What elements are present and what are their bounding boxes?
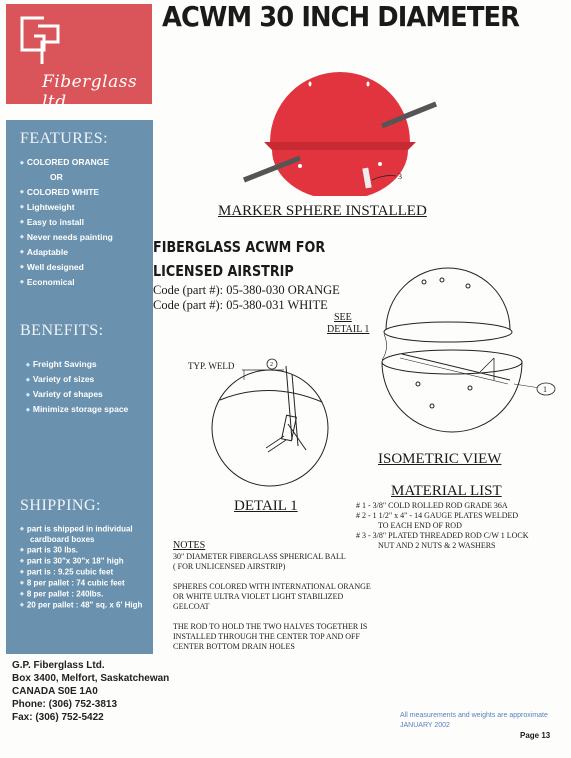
note-line: THE ROD TO HOLD THE TWO HALVES TOGETHER IS — [173, 622, 368, 631]
benefit-item: ◆ Variety of shapes — [26, 387, 128, 402]
shipping-item: ◆ part is 30 lbs. — [20, 545, 142, 556]
sidebar — [6, 120, 153, 654]
contact-block — [12, 659, 169, 724]
sphere-bottom — [272, 150, 408, 196]
shipping-item: ◆ part is : 9.25 cubic feet — [20, 567, 142, 578]
address-line: CANADA S0E 1A0 — [12, 686, 98, 697]
material-item: # 2 - 1 1/2" x 4" - 14 GAUGE PLATES WELDED — [356, 511, 519, 520]
label-3: 3 — [398, 172, 402, 181]
page-number: Page 13 — [520, 731, 551, 740]
features-list — [20, 155, 113, 290]
feature-item: ◆ COLORED WHITE — [20, 185, 113, 200]
gp-logo-mark — [14, 12, 64, 72]
notes-body — [173, 552, 371, 652]
shipping-heading: SHIPPING: — [20, 497, 101, 514]
shipping-item: ◆ part is 30"x 30"x 18" high — [20, 556, 142, 567]
label-2: 2 — [270, 362, 273, 368]
logo-text: Fiberglass ltd. — [42, 72, 138, 112]
feature-item: ◆ Well designed — [20, 260, 113, 275]
features-heading: FEATURES: — [20, 130, 109, 147]
detail-ref: DETAIL 1 — [327, 324, 370, 335]
note-line: CENTER BOTTOM DRAIN HOLES — [173, 642, 295, 651]
product-heading-1: FIBERGLASS ACWM FOR — [153, 238, 326, 256]
shipping-item: ◆ 8 per pallet : 74 cubic feet — [20, 578, 142, 589]
feature-item: ◆ Lightweight — [20, 200, 113, 215]
product-heading-2: LICENSED AIRSTRIP — [153, 262, 294, 280]
sphere-top — [270, 72, 410, 142]
isometric-caption: ISOMETRIC VIEW — [378, 451, 502, 467]
note-spacer — [173, 612, 371, 622]
material-item: NUT AND 2 NUTS & 2 WASHERS — [378, 541, 496, 550]
note-spacer — [173, 572, 371, 582]
note-line: GELCOAT — [173, 602, 210, 611]
note-line: OR WHITE ULTRA VIOLET LIGHT STABILIZED — [173, 592, 344, 601]
material-item: # 1 - 3/8" COLD ROLLED ROD GRADE 36A — [356, 501, 508, 510]
page-title: ACWM 30 INCH DIAMETER — [162, 0, 520, 33]
fax: Fax: (306) 752-5422 — [12, 712, 104, 723]
shipping-item: ◆ 8 per pallet : 240lbs. — [20, 589, 142, 600]
note-line: ( FOR UNLICENSED AIRSTRIP) — [173, 562, 286, 571]
benefits-heading: BENEFITS: — [20, 322, 104, 339]
feature-item: OR — [50, 172, 63, 182]
feature-item: ◆ Adaptable — [20, 245, 113, 260]
typ-weld-label: TYP. WELD — [188, 361, 235, 371]
detail-1-caption: DETAIL 1 — [234, 498, 298, 514]
shipping-list — [20, 524, 142, 611]
footnote — [400, 711, 548, 731]
feature-item: ◆ Easy to install — [20, 215, 113, 230]
feature-item: ◆ Economical — [20, 275, 113, 290]
notes-heading: NOTES — [173, 540, 206, 551]
company-logo — [6, 4, 152, 112]
note-line: SPHERES COLORED WITH INTERNATIONAL ORANGE — [173, 582, 371, 591]
feature-item: ◆ COLORED ORANGE — [20, 155, 113, 170]
note-line: 30" DIAMETER FIBERGLASS SPHERICAL BALL — [173, 552, 346, 561]
benefit-item: ◆ Minimize storage space — [26, 402, 128, 417]
code-white: Code (part #): 05-380-031 WHITE — [153, 298, 328, 312]
feature-item: ◆ Never needs painting — [20, 230, 113, 245]
marker-sphere-figure — [240, 44, 440, 196]
isometric-view-drawing — [380, 262, 560, 452]
benefits-list — [26, 357, 128, 417]
material-item: # 3 - 3/8" PLATED THREADED ROD C/W 1 LOCK — [356, 531, 529, 540]
company-name: G.P. Fiberglass Ltd. — [12, 660, 105, 671]
shipping-item: ◆ 20 per pallet : 48" sq. x 6' High — [20, 600, 142, 611]
phone: Phone: (306) 752-3813 — [12, 699, 118, 710]
material-item: TO EACH END OF ROD — [378, 521, 462, 530]
material-list — [356, 501, 529, 551]
sphere-caption: MARKER SPHERE INSTALLED — [218, 203, 427, 219]
benefit-item: ◆ Variety of sizes — [26, 372, 128, 387]
see-label: SEE — [334, 312, 352, 323]
shipping-item: ◆ part is shipped in individual — [20, 524, 142, 535]
material-heading: MATERIAL LIST — [391, 483, 502, 499]
label-1-iso: 1 — [543, 385, 547, 394]
measurement-note: All measurements and weights are approximate — [400, 712, 548, 719]
note-line: INSTALLED THROUGH THE CENTER TOP AND OFF — [173, 632, 360, 641]
shipping-item: cardboard boxes — [30, 534, 95, 544]
code-orange: Code (part #): 05-380-030 ORANGE — [153, 283, 340, 297]
benefit-item: ◆ Freight Savings — [26, 357, 128, 372]
address-line: Box 3400, Melfort, Saskatchewan — [12, 673, 170, 684]
date: JANUARY 2002 — [400, 722, 450, 729]
